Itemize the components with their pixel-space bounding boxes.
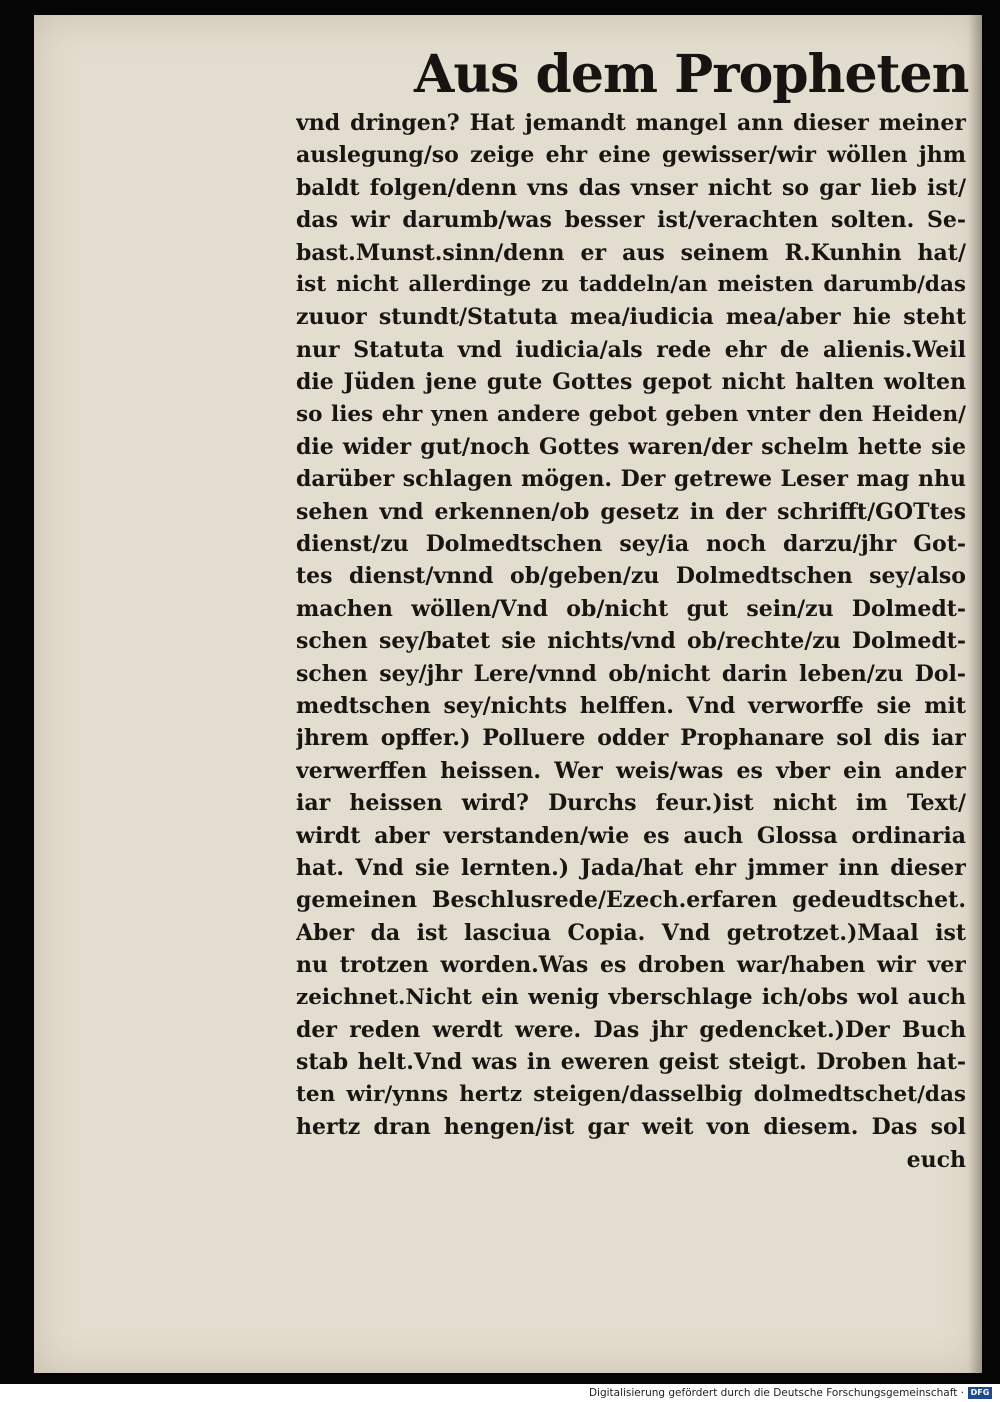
funding-credit: Digitalisierung gefördert durch die Deutsche Forschungsgemeinschaft · [588, 1387, 964, 1399]
text-line: zeichnet.Nicht ein wenig vberschlage ich/obs wol auch [296, 984, 966, 1010]
text-line: hertz dran hengen/ist gar weit von diesem. Das sol [296, 1114, 966, 1141]
text-line: gemeinen Beschlusrede/Ezech.erfaren gedeudtschet. [296, 887, 966, 914]
text-line: wirdt aber verstanden/wie es auch Glossa ordinaria [296, 822, 966, 849]
text-line: jhrem opffer.) Polluere odder Prophanare sol dis iar [296, 725, 966, 752]
text-line: zuuor stundt/Statuta mea/iudicia mea/aber hie steht [296, 304, 966, 331]
text-line: vnd dringen? Hat jemandt mangel ann dieser meiner [296, 110, 966, 136]
text-line: schen sey/jhr Lere/vnnd ob/nicht darin leben/zu Dol- [296, 660, 966, 687]
text-line: Aber da ist lasciua Copia. Vnd getrotzet.)Maal ist [296, 919, 966, 946]
text-block [296, 107, 966, 1176]
text-line: bast.Munst.sinn/denn er aus seinem R.Kunhin hat/ [296, 239, 966, 266]
text-line: verwerffen heissen. Wer weis/was es vber ein ander [296, 757, 966, 784]
running-head: Aus dem Propheten [414, 44, 969, 105]
text-line: nu trotzen worden.Was es droben war/haben wir ver [296, 952, 966, 979]
text-line: medtschen sey/nichts helffen. Vnd verworffe sie mit [296, 693, 966, 720]
text-line: darüber schlagen mögen. Der getrewe Leser mag nhu [296, 466, 966, 493]
text-line: nur Statuta vnd iudicia/als rede ehr de alienis.Weil [296, 336, 966, 363]
text-line: das wir darumb/was besser ist/verachten solten. Se- [296, 207, 966, 234]
text-line: baldt folgen/denn vns das vnser nicht so gar lieb ist/ [296, 174, 966, 201]
text-line: schen sey/batet sie nichts/vnd ob/rechte/zu Dolmedt- [296, 628, 966, 655]
text-line: auslegung/so zeige ehr eine gewisser/wir wöllen jhm [296, 142, 966, 169]
book-page [34, 15, 982, 1373]
text-line: iar heissen wird? Durchs feur.)ist nicht im Text/ [296, 790, 966, 817]
text-line: hat. Vnd sie lernten.) Jada/hat ehr jmmer inn dieser [296, 854, 966, 881]
text-line: tes dienst/vnnd ob/geben/zu Dolmedtschen sey/also [296, 563, 966, 590]
text-line: machen wöllen/Vnd ob/nicht gut sein/zu Dolmedt- [296, 595, 966, 622]
text-line: ist nicht allerdinge zu taddeln/an meisten darumb/das [296, 271, 966, 297]
text-line: stab helt.Vnd was in eweren geist steigt. Droben hat- [296, 1049, 966, 1076]
footer-bar [0, 1384, 1000, 1402]
text-line: dienst/zu Dolmedtschen sey/ia noch darzu/jhr Got- [296, 531, 966, 558]
dfg-logo-icon: DFG [968, 1387, 992, 1399]
text-line: so lies ehr ynen andere gebot geben vnter den Heiden/ [296, 401, 966, 427]
text-line: die Jüden jene gute Gottes gepot nicht halten wolten [296, 369, 966, 396]
text-line: der reden werdt were. Das jhr gedencket.)Der Buch [296, 1016, 966, 1043]
text-line: ten wir/ynns hertz steigen/dasselbig dolmedtschet/das [296, 1081, 966, 1107]
catchword: euch [906, 1146, 966, 1173]
text-line: sehen vnd erkennen/ob gesetz in der schrifft/GOTtes [296, 498, 966, 525]
text-line: die wider gut/noch Gottes waren/der schelm hette sie [296, 433, 966, 460]
